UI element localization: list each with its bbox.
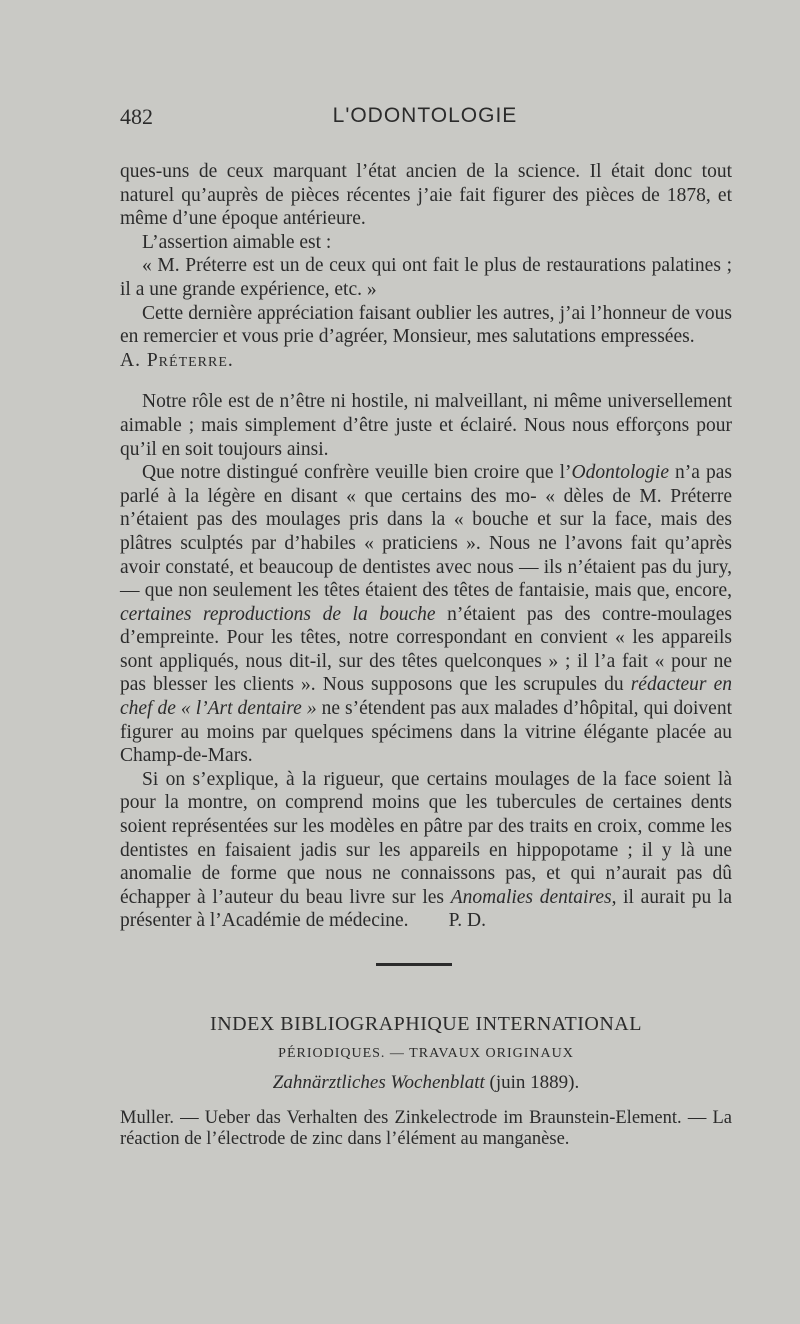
paragraph-7-text-b: , il aurait pu la présenter à l’Académie de médecine. [120, 886, 732, 932]
source-date: (juin 1889). [484, 1072, 580, 1093]
paragraph-6-text-d: ne s’étendent pas aux malades d’hôpital, qui doivent figurer au moins par quelques spécimens dans la vitrine élégante placée au Champ-de-Mars. [120, 698, 732, 767]
paragraph-1: ques-uns de ceux marquant l’état ancien de la science. Il était donc tout naturel qu’auprès de pièces récentes j’aie fait figurer des pièces de 1878, et même d’une époque antérieure. [120, 161, 732, 230]
section-divider [376, 963, 452, 966]
article-signature: P. D. [448, 910, 486, 932]
letter-signature: A. Préterre. [120, 349, 234, 371]
page-number: 482 [120, 104, 153, 129]
paragraph-4: Cette dernière appréciation faisant oublier les autres, j’ai l’honneur de vous en remercier et vous prie d’agréer, Monsieur, mes salutations empressées. [120, 302, 732, 348]
paragraph-2: L’assertion aimable est : [142, 231, 332, 253]
page-header [120, 104, 730, 136]
emphasis-redacteur: rédacteur en chef de « l’Art dentaire » [120, 674, 733, 720]
index-subtitle: PÉRIODIQUES. — TRAVAUX ORIGINAUX [278, 1046, 574, 1061]
source-title: Zahnärztliches Wochenblatt [272, 1072, 485, 1093]
index-entry: Muller. — Ueber das Verhalten des Zinkelectrode im Braunstein-Element. — La réaction de l’électrode de zinc dans l’élément au manganèse. [120, 1108, 732, 1149]
paragraph-7-text-a: Si on s’explique, à la rigueur, que certains moulages de la face soient là pour la montre, on comprend moins que les tubercules de certaines dents soient représentées sur les modèles en pâtre par des traits en croix, comme les dentistes en faisaient jadis sur les appareils en hippopotame ; il y là une anomalie de forme que nous ne connaissons pas, et qui n’aurait pas dû échapper à l’auteur du beau livre sur les [120, 768, 732, 908]
book-title: Anomalies dentaires [450, 886, 612, 908]
index-title: INDEX BIBLIOGRAPHIQUE INTERNATIONAL [210, 1013, 642, 1035]
paragraph-6 [120, 461, 732, 768]
journal-name: Odontologie [571, 462, 670, 484]
paragraph-6-text-b: n’a pas parlé à la légère en disant « que certains des mo- « dèles de M. Préterre n’étaient pas des moulages pris dans la « bouche et sur la face, mais des plâtres sculptés par d’habiles « praticiens ». Nous ne l’avons fait qu’après avoir constaté, et beaucoup de dentistes avec nous — ils n’étaient pas du jury, — que non seulement les têtes étaient des têtes de fantaisie, mais que, encore, [120, 462, 732, 602]
emphasis-reproductions: certaines reproductions de la bouche [120, 603, 436, 625]
index-source [120, 1072, 732, 1094]
paragraph-6-text-a: Que notre distingué confrère veuille bien croire que l’ [142, 462, 572, 484]
running-title: L'ODONTOLOGIE [332, 104, 518, 127]
paragraph-6-text-c: n’étaient pas des contre-moulages d’empreinte. Pour les têtes, notre correspondant en convient « les appareils sont appliqués, nous dit-il, sur des têtes quelconques » ; il l’a fait « pour ne pas blesser les clients ». Nous supposons que les scrupules du [120, 603, 732, 696]
paragraph-3: « M. Préterre est un de ceux qui ont fait le plus de restaurations palatines ; il a une grande expérience, etc. » [120, 255, 732, 300]
paragraph-5: Notre rôle est de n’être ni hostile, ni malveillant, ni même universellement aimable ; mais simplement d’être juste et éclairé. Nous nous efforçons pour qu’il en soit toujours ainsi. [120, 391, 732, 460]
article-body [120, 160, 732, 933]
paragraph-7 [120, 768, 732, 933]
